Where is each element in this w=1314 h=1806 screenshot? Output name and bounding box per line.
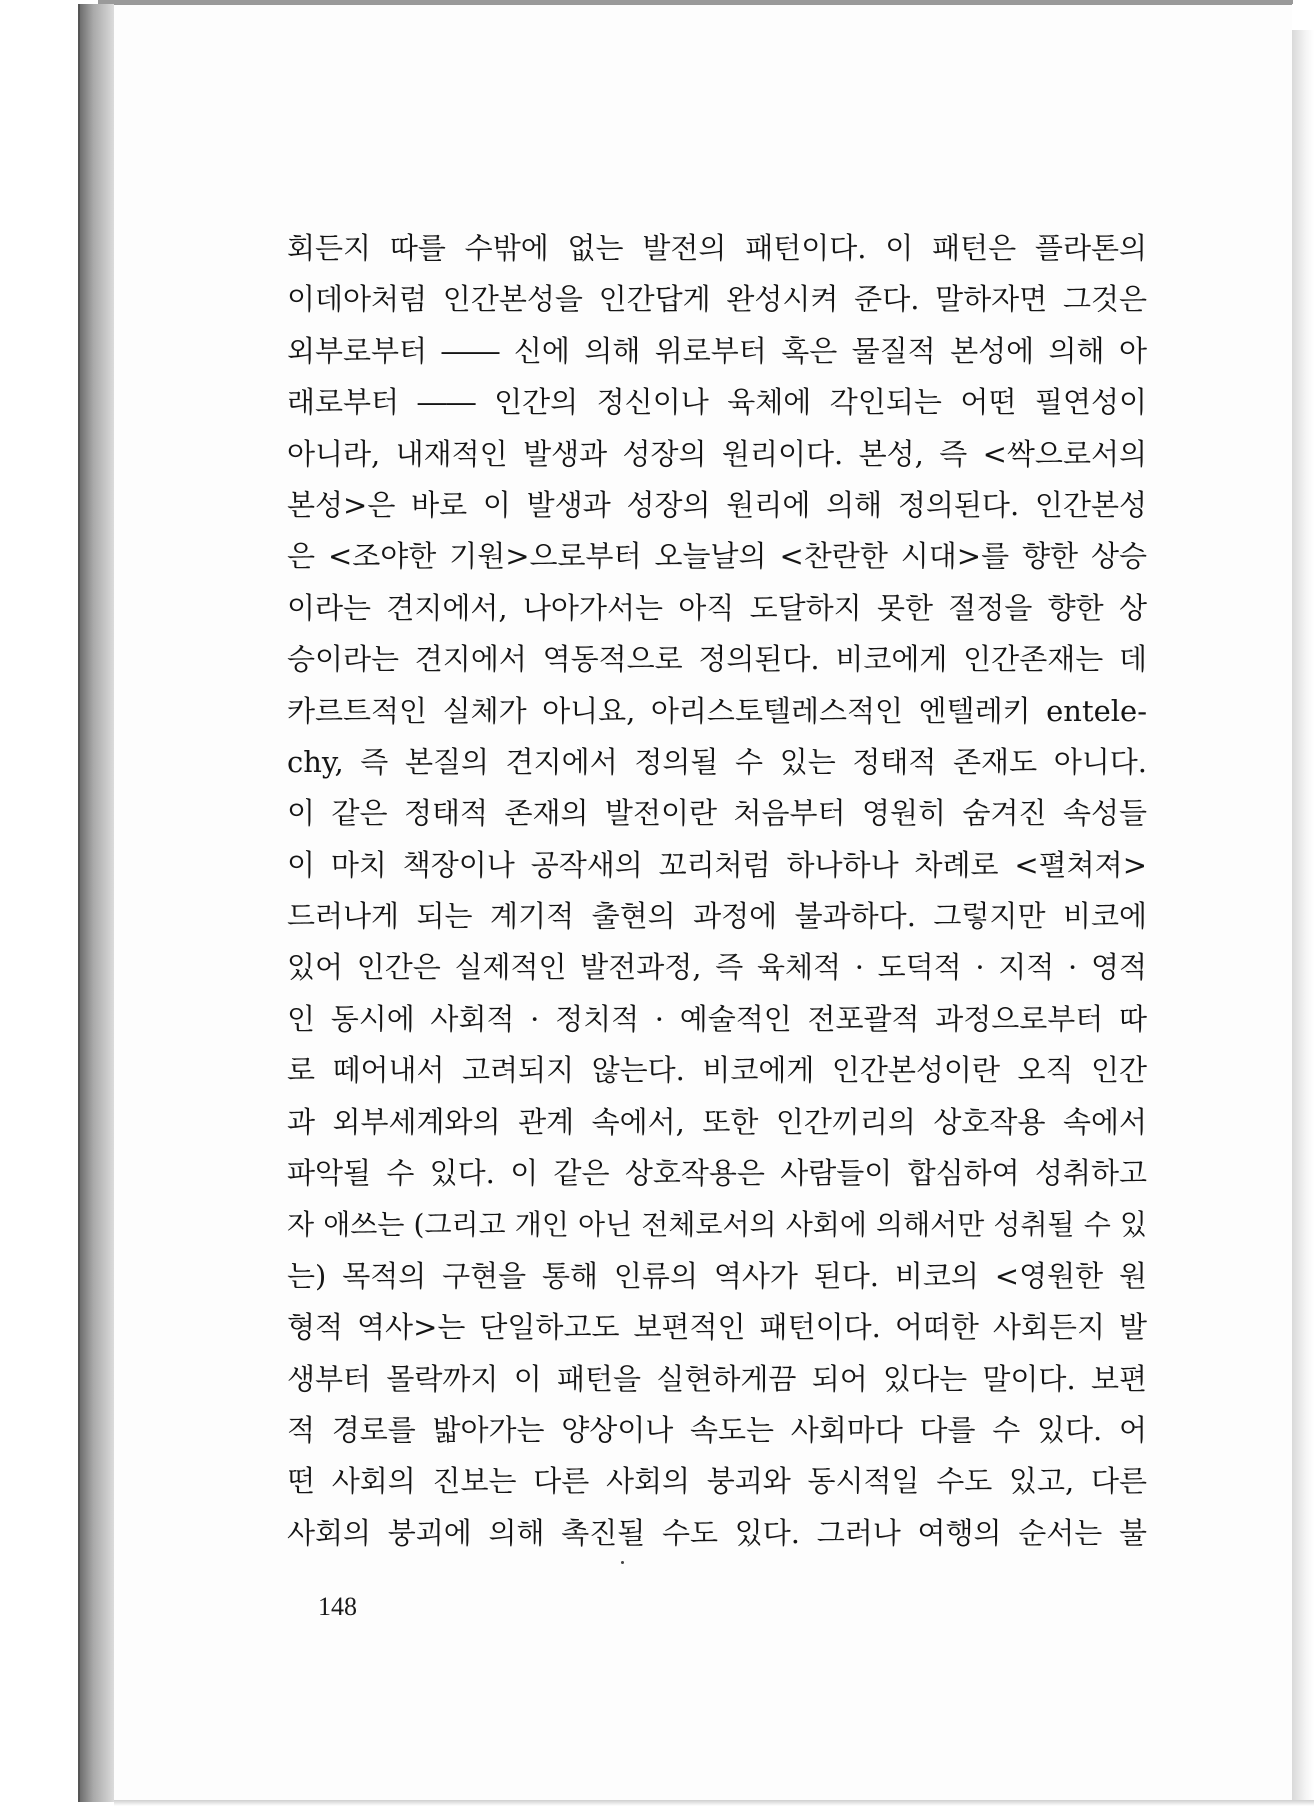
body-text — [287, 223, 1147, 1559]
text-line: 아니라, 내재적인 발생과 성장의 원리이다. 본성, 즉 <싹으로서의 — [287, 436, 1147, 471]
text-line: chy, 즉 본질의 견지에서 정의될 수 있는 정태적 존재도 아니다. — [287, 744, 1147, 779]
text-line: 생부터 몰락까지 이 패턴을 실현하게끔 되어 있다는 말이다. 보편 — [287, 1361, 1147, 1396]
text-line: 이 마치 책장이나 공작새의 꼬리처럼 하나하나 차례로 <펼쳐져> — [287, 847, 1147, 882]
book-spine-edge — [78, 4, 118, 1802]
text-line: 본성>은 바로 이 발생과 성장의 원리에 의해 정의된다. 인간본성 — [287, 487, 1147, 522]
page-shadow-bottom — [114, 1800, 1314, 1806]
text-line: 외부로부터 ―― 신에 의해 위로부터 혹은 물질적 본성에 의해 아 — [287, 333, 1147, 368]
text-line: 자 애쓰는 (그리고 개인 아닌 전체로서의 사회에 의해서만 성취될 수 있 — [287, 1208, 1147, 1242]
text-line: 과 외부세계와의 관계 속에서, 또한 인간끼리의 상호작용 속에서 — [287, 1104, 1147, 1139]
text-line: 적 경로를 밟아가는 양상이나 속도는 사회마다 다를 수 있다. 어 — [287, 1412, 1147, 1447]
text-line: 인 동시에 사회적 · 정치적 · 예술적인 전포괄적 과정으로부터 따 — [287, 1001, 1147, 1036]
text-line: 카르트적인 실체가 아니요, 아리스토텔레스적인 엔텔레키 entele- — [287, 693, 1147, 728]
print-speck — [621, 1561, 624, 1564]
text-line: 은 <조야한 기원>으로부터 오늘날의 <찬란한 시대>를 향한 상승 — [287, 539, 1147, 574]
text-line: 형적 역사>는 단일하고도 보편적인 패턴이다. 어떠한 사회든지 발 — [287, 1310, 1147, 1345]
text-line: 로 떼어내서 고려되지 않는다. 비코에게 인간본성이란 오직 인간 — [287, 1053, 1147, 1088]
text-line: 회든지 따를 수밖에 없는 발전의 패턴이다. 이 패턴은 플라톤의 — [287, 231, 1147, 265]
text-line: 래로부터 ―― 인간의 정신이나 육체에 각인되는 어떤 필연성이 — [287, 385, 1147, 420]
text-line: 떤 사회의 진보는 다른 사회의 붕괴와 동시적일 수도 있고, 다른 — [287, 1464, 1147, 1499]
page-shadow-right — [1292, 30, 1314, 1806]
text-line: 이데아처럼 인간본성을 인간답게 완성시켜 준다. 말하자면 그것은 — [287, 282, 1147, 317]
text-line: 사회의 붕괴에 의해 촉진될 수도 있다. 그러나 여행의 순서는 불 — [287, 1515, 1147, 1550]
text-line: 있어 인간은 실제적인 발전과정, 즉 육체적 · 도덕적 · 지적 · 영적 — [287, 950, 1147, 985]
text-line: 파악될 수 있다. 이 같은 상호작용은 사람들이 합심하여 성취하고 — [287, 1156, 1147, 1191]
text-line: 는) 목적의 구현을 통해 인류의 역사가 된다. 비코의 <영원한 원 — [287, 1258, 1147, 1293]
text-line: 드러나게 되는 계기적 출현의 과정에 불과하다. 그렇지만 비코에 — [287, 899, 1147, 934]
page-number: 148 — [318, 1592, 357, 1621]
text-line: 이라는 견지에서, 나아가서는 아직 도달하지 못한 절정을 향한 상 — [287, 590, 1147, 625]
text-line: 승이라는 견지에서 역동적으로 정의된다. 비코에게 인간존재는 데 — [287, 642, 1147, 677]
text-line: 이 같은 정태적 존재의 발전이란 처음부터 영원히 숨겨진 속성들 — [287, 796, 1147, 831]
